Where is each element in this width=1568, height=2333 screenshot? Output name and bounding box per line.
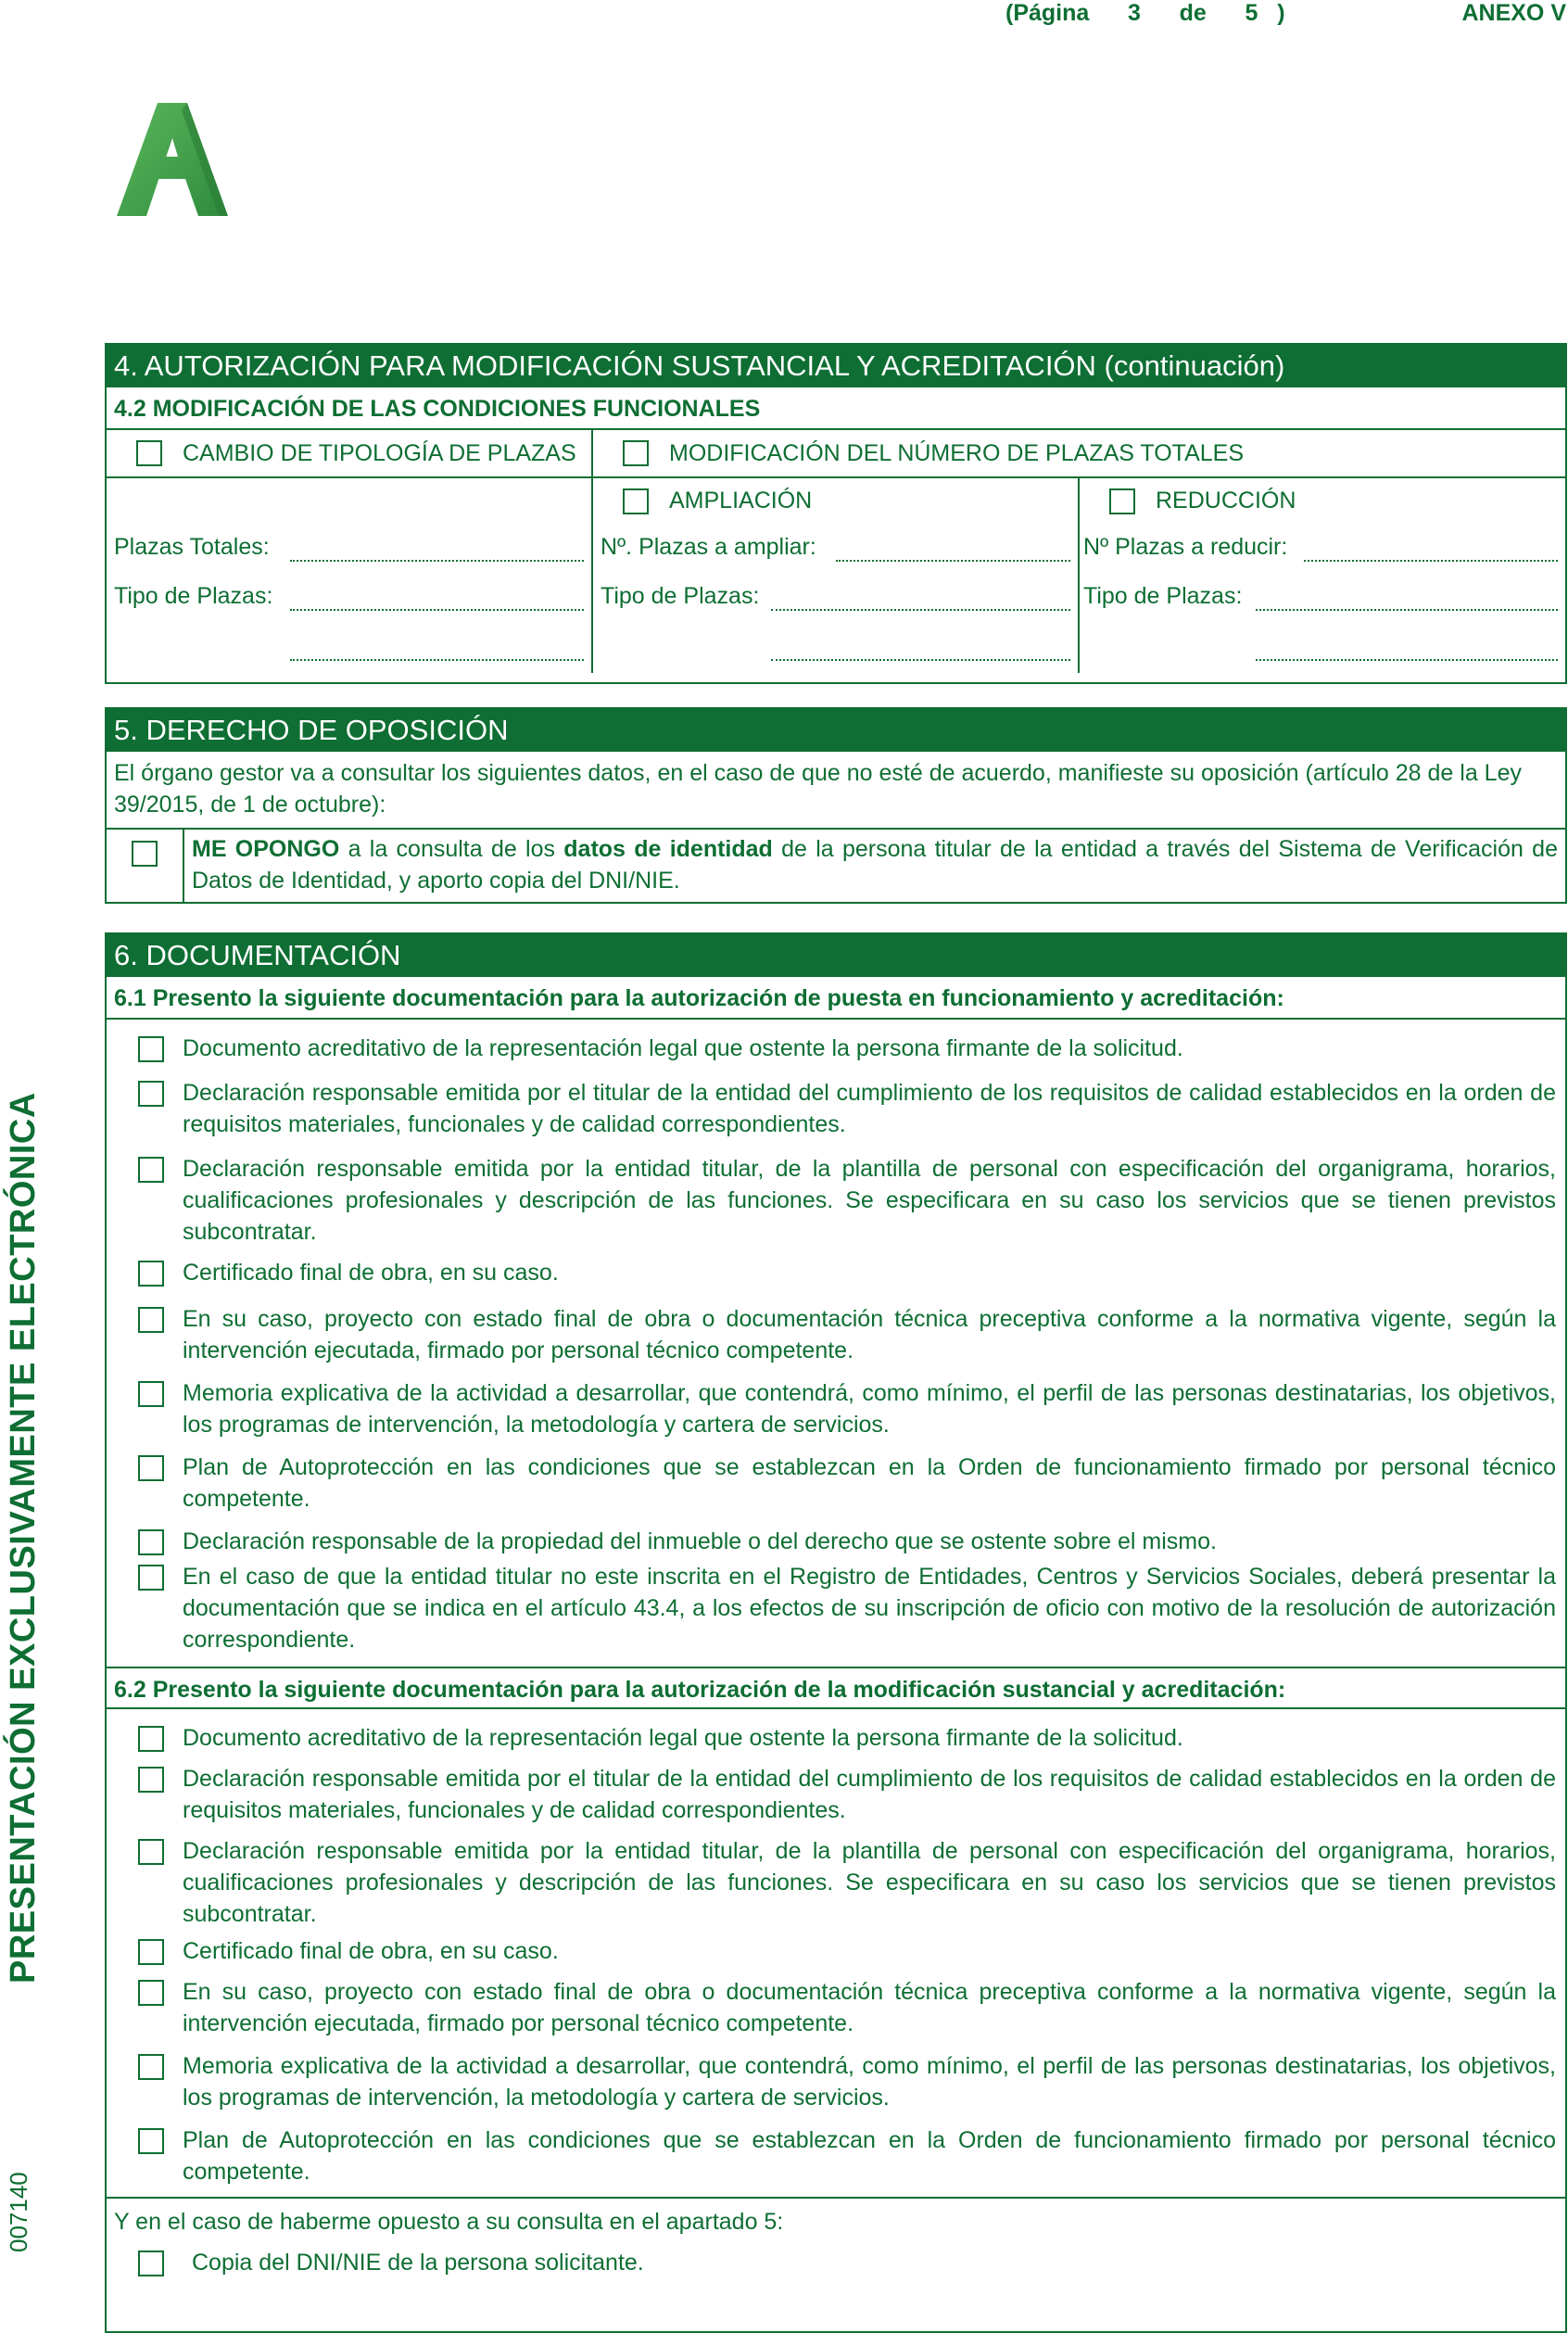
ampliacion-fields [593,478,1080,673]
oppose-bold2: datos de identidad [563,836,773,862]
tipo-plazas-label: Tipo de Plazas: [114,583,273,609]
reduccion-label: REDUCCIÓN [1156,488,1296,514]
section-6-title: 6. DOCUMENTACIÓN [107,934,1565,977]
doc-checkbox[interactable] [138,1939,164,1965]
doc-item-text: Declaración responsable de la propiedad del inmueble o del derecho que se ostente sobre el mismo. [183,1528,1217,1554]
section-6-2-subtitle: 6.2 Presento la siguiente documentación para la autorización de la modificación sustancial y acreditación: [107,1667,1565,1709]
section-4-options-row [107,430,1565,478]
oppose-row [107,830,1565,902]
plazas-reducir-field[interactable] [1304,560,1558,562]
section-5-intro: El órgano gestor va a consultar los siguientes datos, en el caso de que no esté de acuerdo, manifieste su oposición (artículo 28 de la Ley 39/2015, de 1 de octubre): [107,752,1565,830]
tipo-plazas-ampliar-label: Tipo de Plazas: [601,583,760,609]
plazas-totales-label: Plazas Totales: [114,534,270,560]
section-6-1-subtitle: 6.1 Presento la siguiente documentación para la autorización de puesta en funcionamiento y acreditación: [107,977,1565,1020]
section-5-title: 5. DERECHO DE OPOSICIÓN [107,709,1565,752]
oppose-checkbox[interactable] [132,841,158,867]
tipo-plazas-reducir-field-line2[interactable] [1256,659,1558,661]
doc-item [107,1561,1558,1655]
doc-checkbox[interactable] [138,1036,164,1062]
tipo-plazas-ampliar-field-line2[interactable] [771,659,1070,661]
doc-checkbox[interactable] [138,1307,164,1333]
annex-label: ANEXO V [1461,0,1566,26]
plazas-totales-field[interactable] [290,560,584,562]
doc-item [107,2124,1558,2187]
doc-checkbox[interactable] [138,1081,164,1107]
section-6-2-items [107,1709,1565,2187]
ampliacion-label: AMPLIACIÓN [669,488,813,514]
side-label-text: PRESENTACIÓN EXCLUSIVAMENTE ELECTRÓNICA [4,1092,43,1984]
page-of-text: de [1179,0,1207,26]
doc-item-text: En su caso, proyecto con estado final de obra o documentación técnica preceptiva conforme a la normativa vigente, según la intervención ejecutada, firmado por personal técnico competente. [183,1979,1556,2036]
doc-checkbox[interactable] [138,1565,164,1591]
opposed-consult-block [107,2197,1565,2278]
doc-item-text: En su caso, proyecto con estado final de obra o documentación técnica preceptiva conforme a la normativa vigente, según la intervención ejecutada, firmado por personal técnico competente. [183,1306,1556,1363]
page-current: 3 [1127,0,1141,26]
doc-checkbox[interactable] [138,1157,164,1183]
section-5 [105,707,1567,904]
doc-checkbox[interactable] [138,1726,164,1752]
dni-copy-item [107,2238,1565,2278]
page-close-text: ) [1277,0,1285,26]
cambio-tipologia-option [107,430,593,476]
doc-checkbox[interactable] [138,2128,164,2154]
doc-item-text: Memoria explicativa de la actividad a desarrollar, que contendrá, como mínimo, el perfil de las personas destinatarias, los objetivos, los programas de intervención, la metodología y cartera de servicios. [183,1380,1556,1438]
tipo-plazas-field[interactable] [290,609,584,611]
doc-item [107,1303,1558,1366]
doc-item [107,1257,1558,1288]
doc-item-text: Declaración responsable emitida por el titular de la entidad del cumplimiento de los requisitos de calidad establecidos en la orden de requisitos materiales, funcionales y de calidad correspondientes. [183,1080,1556,1137]
doc-item-text: Documento acreditativo de la representación legal que ostente la persona firmante de la solicitud. [183,1725,1183,1751]
plazas-reducir-label: Nº Plazas a reducir: [1083,534,1288,560]
doc-checkbox[interactable] [138,2054,164,2080]
modificacion-numero-checkbox[interactable] [623,440,649,466]
doc-item-text: Declaración responsable emitida por la entidad titular, de la plantilla de personal con especificación del organigrama, horarios, cualificaciones profesionales y descripción de las funciones. Se especificara en su caso los servicios que se tienen previstos subcontratar. [183,1838,1556,1927]
doc-item-text: Certificado final de obra, en su caso. [183,1938,559,1964]
doc-item [107,1935,1558,1967]
tipo-plazas-reducir-label: Tipo de Plazas: [1083,583,1243,609]
doc-checkbox[interactable] [138,1381,164,1407]
section-6-1-items [107,1020,1565,1655]
reduccion-checkbox[interactable] [1109,488,1135,514]
doc-item [107,1452,1558,1515]
cambio-tipologia-label: CAMBIO DE TIPOLOGÍA DE PLAZAS [183,439,576,466]
doc-item [107,1377,1558,1440]
doc-item [107,1763,1558,1826]
section-4-subtitle: 4.2 MODIFICACIÓN DE LAS CONDICIONES FUNCIONALES [107,387,1565,430]
reduccion-fields [1080,478,1565,673]
page-indicator [1005,0,1285,27]
doc-item [107,1835,1558,1930]
oppose-bold: ME OPONGO [192,836,340,862]
doc-item [107,1153,1558,1248]
oppose-text [184,830,1565,902]
tipo-plazas-field-line2[interactable] [290,659,584,661]
dni-copy-checkbox[interactable] [138,2251,164,2276]
doc-checkbox[interactable] [138,1980,164,2006]
doc-item-text: Memoria explicativa de la actividad a desarrollar, que contendrá, como mínimo, el perfil de las personas destinatarias, los objetivos, los programas de intervención, la metodología y cartera de servicios. [183,2053,1556,2111]
doc-item-text: Declaración responsable emitida por la entidad titular, de la plantilla de personal con especificación del organigrama, horarios, cualificaciones profesionales y descripción de las funciones. Se especificara en su caso los servicios que se tienen previstos subcontratar. [183,1156,1556,1245]
doc-checkbox[interactable] [138,1529,164,1555]
dni-copy-text: Copia del DNI/NIE de la persona solicitante. [192,2250,644,2276]
doc-item-text: Plan de Autoprotección en las condiciones que se establezcan en la Orden de funcionamiento firmado por personal técnico competente. [183,1454,1556,1512]
section-4-fields [107,478,1565,673]
tipo-plazas-ampliar-field[interactable] [771,609,1070,611]
plazas-ampliar-field[interactable] [836,560,1070,562]
doc-item [107,2050,1558,2113]
oppose-rest: de la persona titular de la entidad a través del Sistema de Verificación de Datos de Identidad, y aporto copia del DNI/NIE. [192,836,1558,894]
form-code-text: 007140 [5,2172,32,2252]
reduccion-option [1109,488,1296,514]
doc-item-text: Plan de Autoprotección en las condiciones que se establezcan en la Orden de funcionamiento firmado por personal técnico competente. [183,2127,1556,2185]
doc-item-text: Certificado final de obra, en su caso. [183,1260,559,1286]
doc-item [107,1033,1558,1064]
modificacion-numero-option [593,430,1565,476]
doc-item [107,1077,1558,1140]
cambio-tipologia-checkbox[interactable] [136,440,162,466]
section-4-title: 4. AUTORIZACIÓN PARA MODIFICACIÓN SUSTANCIAL Y ACREDITACIÓN (continuación) [107,345,1565,387]
cambio-tipologia-fields [107,478,593,673]
doc-item [107,1526,1558,1557]
plazas-ampliar-label: Nº. Plazas a ampliar: [601,534,816,560]
section-6 [105,932,1567,2333]
modificacion-numero-label: MODIFICACIÓN DEL NÚMERO DE PLAZAS TOTALES [669,439,1245,466]
oppose-mid: a la consulta de los [339,836,564,862]
doc-item-text: En el caso de que la entidad titular no este inscrita en el Registro de Entidades, Centros y Servicios Sociales, deberá presentar la documentación que se indica en el artículo 43.4, a los efectos de su inscripción de oficio con motivo de la resolución de autorización correspondiente. [183,1564,1556,1653]
doc-item-text: Declaración responsable emitida por el titular de la entidad del cumplimiento de los requisitos de calidad establecidos en la orden de requisitos materiales, funcionales y de calidad correspondientes. [183,1766,1556,1823]
doc-checkbox[interactable] [138,1455,164,1481]
oppose-checkbox-cell [107,830,184,902]
tipo-plazas-reducir-field[interactable] [1256,609,1558,611]
page-open-text: (Página [1005,0,1090,26]
doc-checkbox[interactable] [138,1839,164,1865]
opposed-lead-text: Y en el caso de haberme opuesto a su consulta en el apartado 5: [114,2209,784,2235]
doc-item [107,1722,1558,1754]
doc-checkbox[interactable] [138,1261,164,1287]
doc-item [107,1976,1558,2039]
page-total: 5 [1245,0,1258,26]
section-4 [105,343,1567,684]
doc-item-text: Documento acreditativo de la representación legal que ostente la persona firmante de la solicitud. [183,1035,1183,1061]
doc-checkbox[interactable] [138,1767,164,1793]
ampliacion-checkbox[interactable] [623,488,649,514]
junta-de-andalucia-logo-icon [109,97,237,220]
ampliacion-option [623,488,812,514]
